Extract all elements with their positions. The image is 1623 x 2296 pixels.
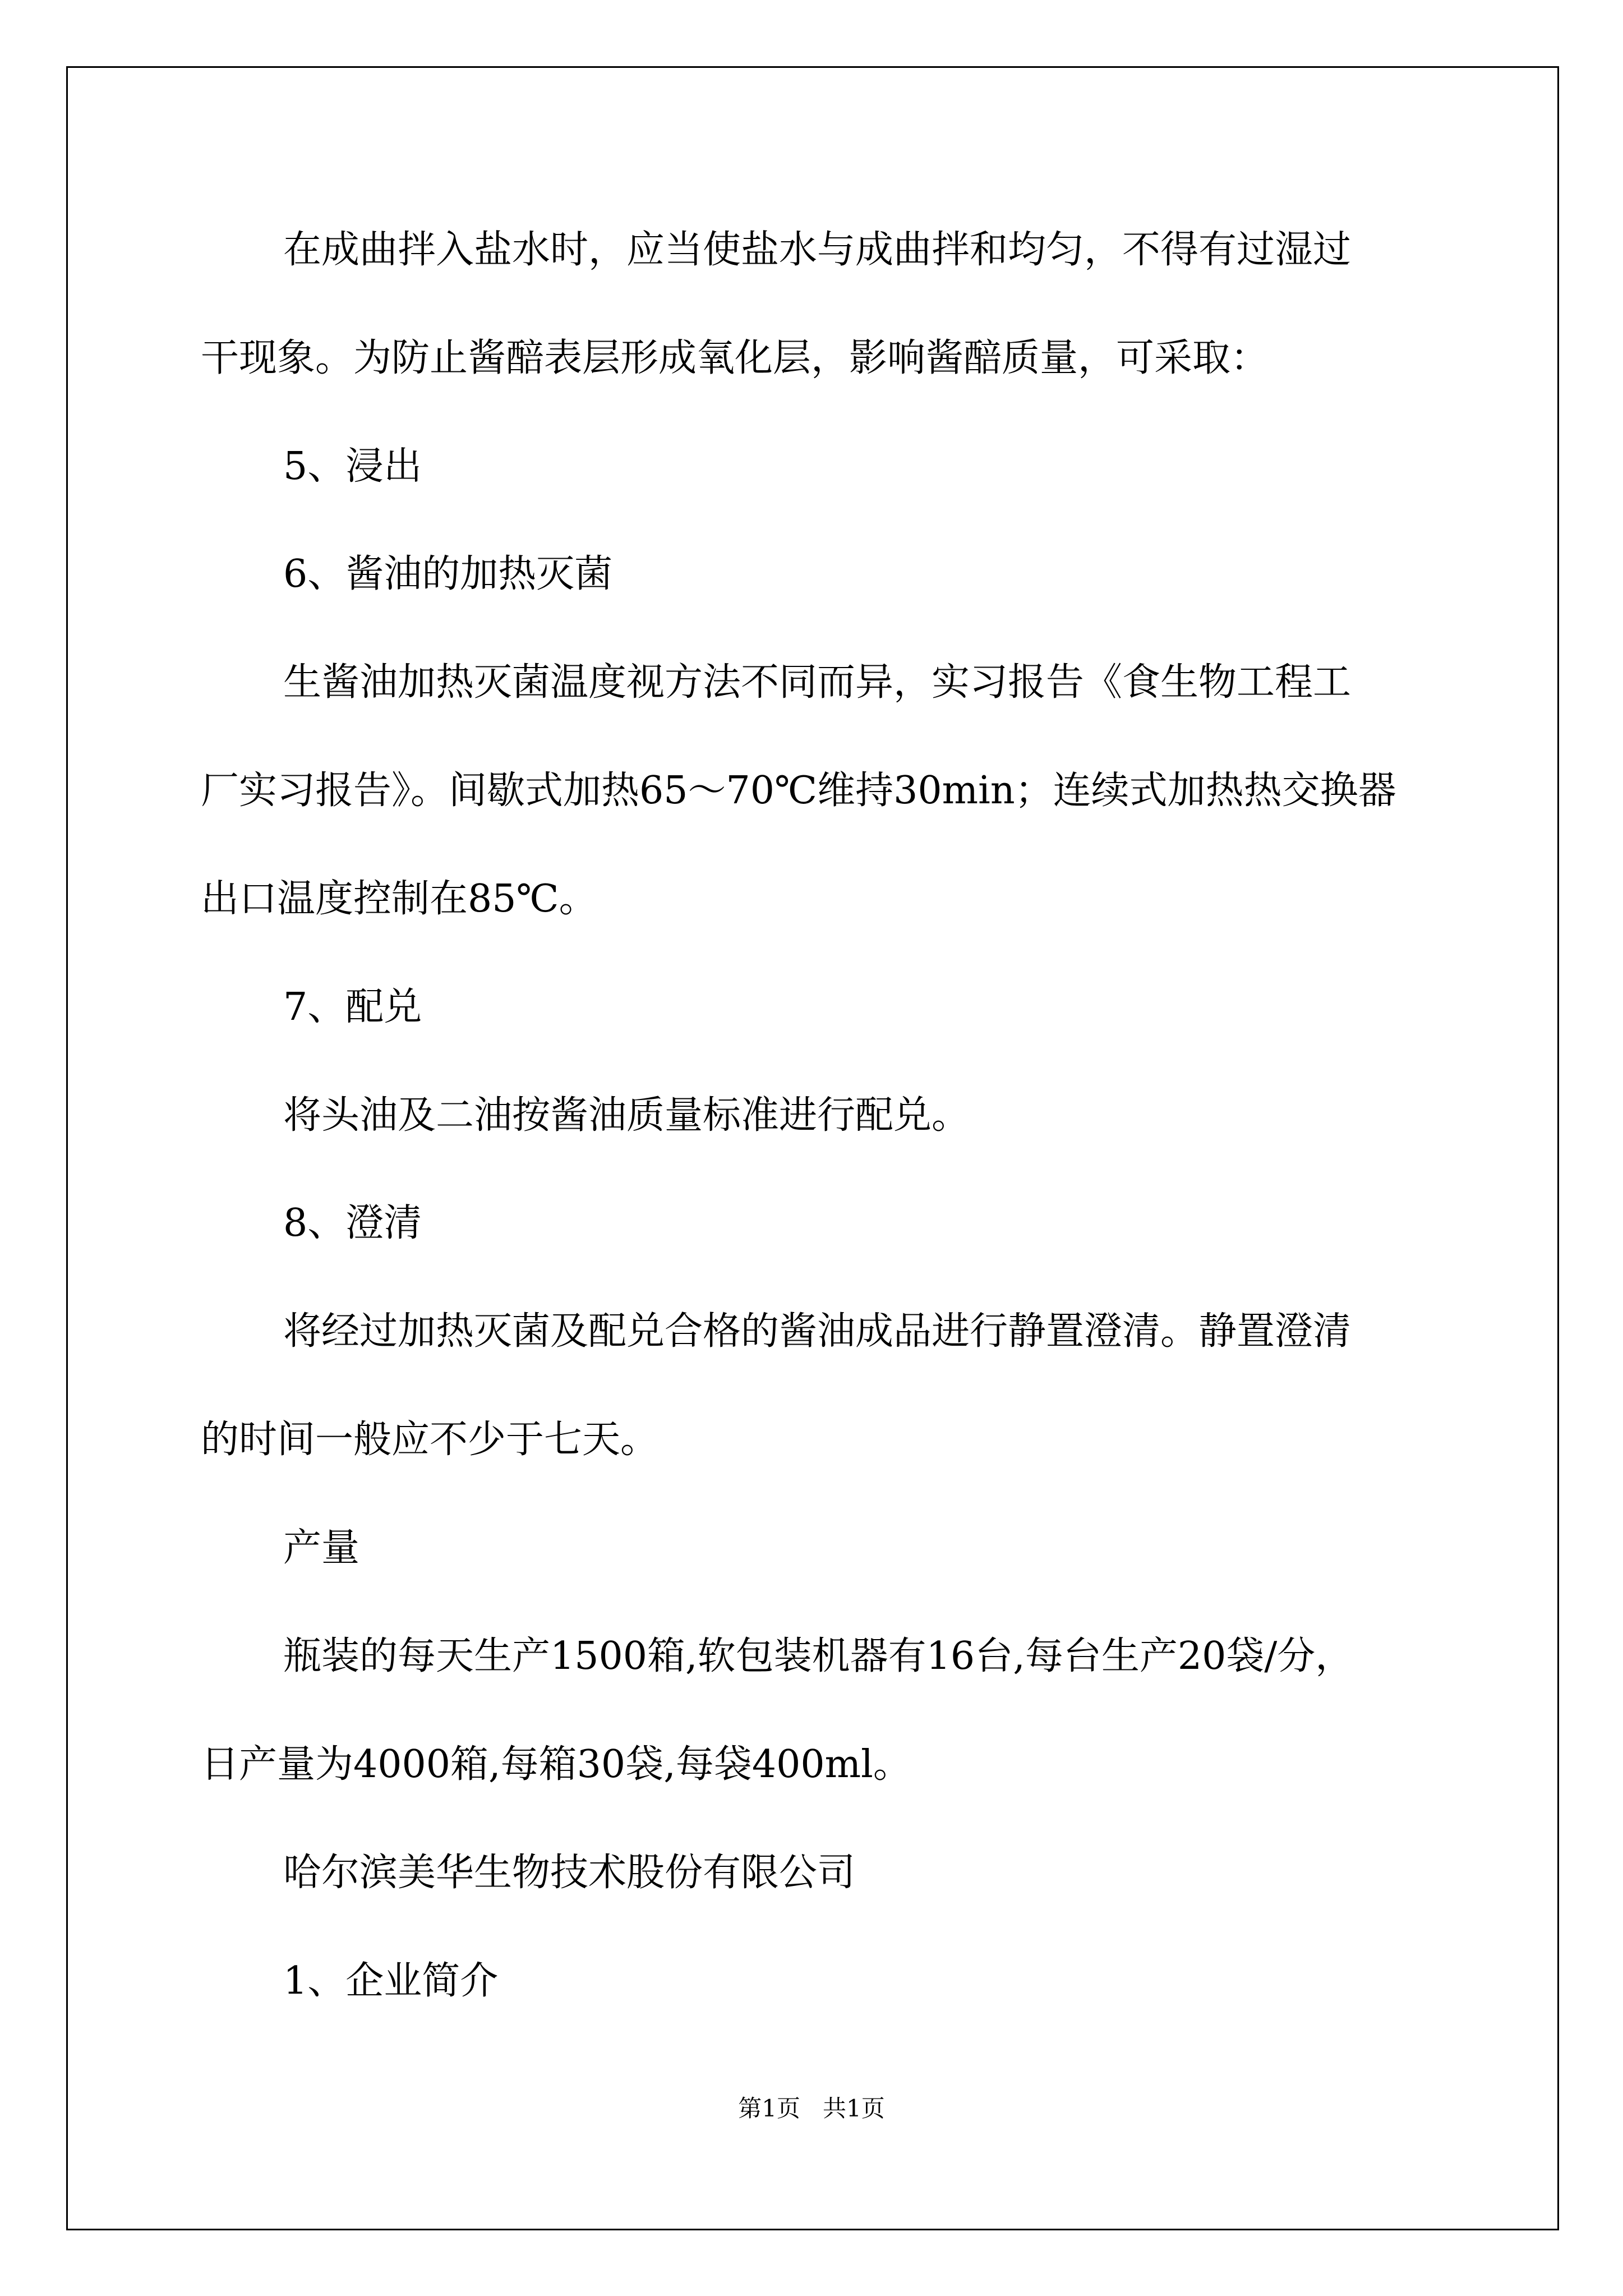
paragraph-line: 厂实习报告》。间歇式加热65～70℃维持30min；连续式加热热交换器 bbox=[201, 769, 1396, 813]
section-heading: 产量 bbox=[283, 1526, 360, 1570]
section-heading: 7、配兑 bbox=[283, 985, 422, 1029]
section-heading: 1、企业简介 bbox=[283, 1959, 499, 2003]
paragraph-line: 干现象。为防止酱醅表层形成氧化层，影响酱醅质量，可采取： bbox=[201, 336, 1269, 380]
paragraph-line: 生酱油加热灭菌温度视方法不同而异，实习报告《食生物工程工 bbox=[283, 660, 1352, 705]
paragraph-line: 在成曲拌入盐水时，应当使盐水与成曲拌和均匀，不得有过湿过 bbox=[283, 228, 1352, 272]
paragraph-line: 瓶装的每天生产1500箱,软包装机器有16台,每台生产20袋/分， bbox=[283, 1634, 1354, 1678]
section-heading: 8、澄清 bbox=[283, 1201, 422, 1245]
section-heading: 5、浸出 bbox=[283, 444, 422, 489]
company-heading: 哈尔滨美华生物技术股份有限公司 bbox=[283, 1851, 856, 1895]
paragraph-line: 的时间一般应不少于七天。 bbox=[201, 1418, 659, 1462]
paragraph-line: 将经过加热灭菌及配兑合格的酱油成品进行静置澄清。静置澄清 bbox=[283, 1309, 1352, 1354]
paragraph-line: 日产量为4000箱,每箱30袋,每袋400ml。 bbox=[201, 1742, 911, 1787]
page-footer: 第1页 共1页 bbox=[738, 2095, 885, 2122]
paragraph-line: 将头油及二油按酱油质量标准进行配兑。 bbox=[283, 1093, 970, 1138]
page-border bbox=[66, 66, 1559, 2230]
section-heading: 6、酱油的加热灭菌 bbox=[283, 552, 613, 596]
paragraph-line: 出口温度控制在85℃。 bbox=[201, 877, 597, 921]
